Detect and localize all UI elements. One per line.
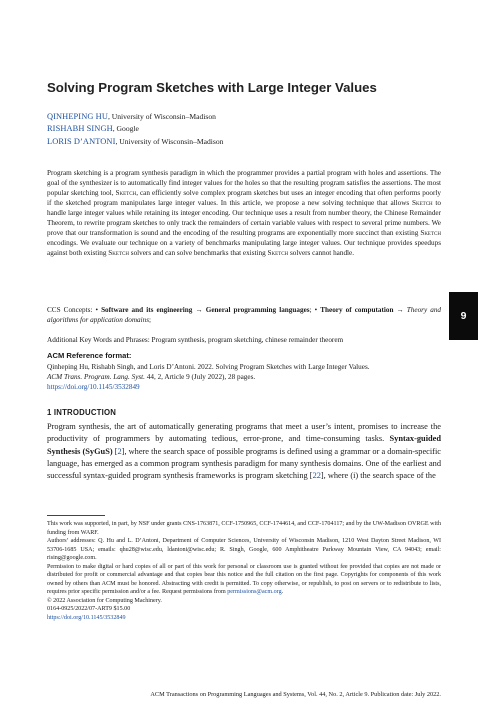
abstract-text: solvers and can solve benchmarks that existing (128, 249, 268, 258)
footnote-rule (47, 515, 105, 516)
permission-email-link[interactable]: permissions@acm.org (227, 589, 282, 596)
abstract-text: to handle large integer values while retaining its integer encoding. Our technique uses a result from number theory, the Chinese Remainder Theorem, to rewrite program sketches to only track the remainders of certain variable values with respect to several prime numbers. We prove that our transformation is sound and the encoding of the resulting programs are exponentially more succinct than existing (47, 199, 441, 238)
body-text: ], where (i) the search space of the (320, 471, 436, 481)
abstract (47, 168, 441, 258)
author-affiliation: , Google (112, 124, 139, 134)
abstract-text: Program sketching is a program synthesis paradigm in which the programmer provides a partial program with holes and assertions. The goal of the synthesizer is to automatically find integer values for the holes so that the resulting program satisfies the assertions. The most popular sketching tool, (47, 169, 441, 198)
ccs-concept: General programming languages (205, 306, 310, 314)
sketch-term: Sketch (420, 229, 441, 238)
ccs-arrow: → (192, 306, 206, 314)
ccs-separator: ; • (309, 306, 321, 314)
citation-link[interactable]: 2 (117, 446, 122, 456)
ccs-end: ; (149, 316, 152, 325)
article-number-tab (449, 292, 478, 340)
author-name: RISHABH SINGH (47, 124, 113, 134)
author-entry (47, 136, 447, 148)
ccs-concept: Theory and algorithms for application domains (47, 306, 442, 325)
copyright-line: © 2022 Association for Computing Machinery. (47, 597, 162, 604)
permission-note (47, 563, 441, 597)
permission-text: Permission to make digital or hard copies of all or part of this work for personal or classroom use is granted without fee provided that copies are not made or distributed for profit or commercial advantage and that copies bear this notice and the full citation on the first page. Copyrights for components of this work owned by others than ACM must be honored. Abstracting with credit is permitted. To copy otherwise, or republish, to post on servers or to redistribute to lists, requires prior specific permission and/or a fee. Request permissions from (47, 563, 441, 596)
reference-journal: ACM Trans. Program. Lang. Syst. (47, 373, 145, 382)
reference-heading: ACM Reference format: (47, 351, 132, 360)
sketch-term: Sketch (115, 189, 137, 198)
reference-text: 44, 2, Article 9 (July 2022), 28 pages. (144, 373, 256, 382)
ccs-concept: Theory of computation (320, 306, 394, 314)
author-addresses: Authors’ addresses: Q. Hu and L. D’Antoni, Department of Computer Sciences, University of Wisconsin Madison, 1210 West Dayton Street Madison, WI 53706-1685 USA; emails: qhu28@wisc.edu, ldantoni@wisc.edu; R. Singh, Google, 600 Amphitheatre Parkway Mountain View, CA 94043; email: rising@google.com. (47, 538, 441, 562)
footnote-doi-link[interactable]: https://doi.org/10.1145/3532849 (47, 615, 126, 622)
paper-title: Solving Program Sketches with Large Integer Values (47, 80, 377, 95)
running-footer: ACM Transactions on Programming Languages and Systems, Vol. 44, No. 2, Article 9. Publication date: July 2022. (150, 691, 441, 698)
author-name: QINHEPING HU (47, 112, 108, 121)
article-number: 9 (460, 310, 467, 322)
reference-doi-link[interactable]: https://doi.org/10.1145/3532849 (47, 383, 140, 392)
author-name: LORIS D’ANTONI (47, 136, 116, 146)
ccs-arrow: → (393, 306, 407, 314)
permission-end: . (281, 589, 284, 596)
citation-link[interactable]: 22 (312, 471, 321, 481)
author-entry (47, 123, 447, 135)
sketch-term: Sketch (411, 199, 433, 208)
author-list (47, 111, 447, 148)
keywords: Additional Key Words and Phrases: Program synthesis, program sketching, chinese remainder theorem (47, 336, 344, 344)
abstract-text: solvers cannot handle. (288, 249, 355, 258)
introduction-text (47, 421, 441, 482)
author-affiliation: , University of Wisconsin–Madison (115, 136, 224, 146)
funding-note: This work was supported, in part, by NSF under grants CNS-1763871, CCF-1750965, CCF-1744614, and CCF-1704117; and by the UW-Madison OVRGE with funding from WARF. (47, 521, 441, 536)
ccs-label: CCS Concepts: • (47, 306, 102, 314)
ccs-concepts (47, 305, 441, 325)
author-entry (47, 111, 447, 123)
sketch-term: Sketch (267, 249, 289, 258)
author-affiliation: , University of Wisconsin–Madison (107, 112, 216, 121)
reference-format (47, 362, 447, 393)
ccs-concept: Software and its engineering (101, 306, 193, 314)
sketch-term: Sketch (108, 249, 129, 258)
reference-text: Qinheping Hu, Rishabh Singh, and Loris D’Antoni. 2022. Solving Program Sketches with Large Integer Values. (47, 363, 370, 371)
body-text: Program synthesis, the art of automatically generating programs that meet a user’s intent, promises to increase the productivity of programmers by automating tedious, error-prone, and time-consuming tasks. (47, 422, 441, 444)
section-heading: 1 INTRODUCTION (47, 408, 117, 417)
abstract-text: encodings. We evaluate our technique on a variety of benchmarks manipulating large integer values. Our technique provides speedups against both existing (47, 239, 441, 258)
body-bold: Syntax-guided Synthesis (SyGuS) (47, 434, 441, 456)
issn-line: 0164-0925/2022/07-ART9 $15.00 (47, 606, 131, 613)
footnotes (47, 520, 441, 623)
abstract-text: , can efficiently solve complex program sketches but uses an integer encoding that often performs poorly if the sketched program manipulates large integer values. In this article, we propose a new solving technique that allows (47, 189, 442, 208)
body-text: ], where the search space of possible programs is defined using a grammar or a domain-specific language, has emerged as a common program synthesis paradigm for many synthesis domains. One of the earliest and successful syntax-guided program synthesis frameworks is program sketching [ (47, 446, 441, 481)
body-text: [ (112, 446, 118, 456)
